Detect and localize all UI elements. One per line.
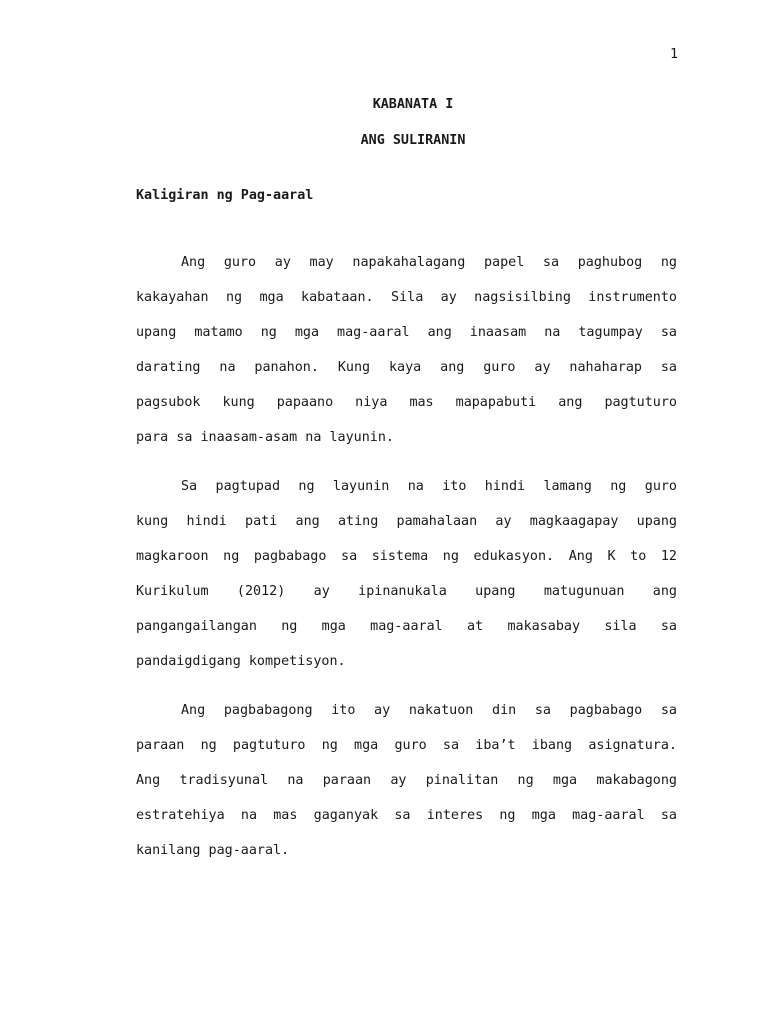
paragraph-line: Ang tradisyunal na paraan ay pinalitan ng mga makabagong (136, 773, 677, 788)
paragraph-line: pagsubok kung papaano niya mas mapapabuti ang pagtuturo (136, 395, 677, 410)
paragraph-line: estratehiya na mas gaganyak sa interes ng mga mag-aaral sa (136, 808, 677, 823)
paragraph-line: para sa inaasam-asam na layunin. (136, 430, 394, 445)
paragraph-line: pangangailangan ng mga mag-aaral at makasabay sila sa (136, 619, 677, 634)
paragraph-line: Kurikulum (2012) ay ipinanukala upang matugunuan ang (136, 584, 677, 599)
page-number: 1 (669, 47, 678, 62)
paragraph-line: kanilang pag-aaral. (136, 843, 290, 858)
paragraph-line: darating na panahon. Kung kaya ang guro ay nahaharap sa (136, 360, 677, 375)
paragraph-2 (136, 469, 677, 679)
paragraph-3 (136, 693, 677, 868)
paragraph-line: Ang pagbabagong ito ay nakatuon din sa pagbabago sa (181, 703, 677, 718)
paragraph-line: pandaigdigang kompetisyon. (136, 654, 346, 669)
paragraph-line: kung hindi pati ang ating pamahalaan ay magkaagapay upang (136, 514, 677, 529)
paragraph-line: Sa pagtupad ng layunin na ito hindi lamang ng guro (181, 479, 677, 494)
chapter-heading: KABANATA I (372, 97, 454, 112)
paragraph-line: upang matamo ng mga mag-aaral ang inaasam na tagumpay sa (136, 325, 677, 340)
chapter-title: ANG SULIRANIN (360, 133, 466, 148)
section-heading: Kaligiran ng Pag-aaral (136, 188, 314, 203)
paragraph-line: magkaroon ng pagbabago sa sistema ng edukasyon. Ang K to 12 (136, 549, 677, 564)
paragraph-1 (136, 245, 677, 455)
paragraph-line: Ang guro ay may napakahalagang papel sa paghubog ng (181, 255, 677, 270)
paragraph-line: kakayahan ng mga kabataan. Sila ay nagsisilbing instrumento (136, 290, 677, 305)
paragraph-line: paraan ng pagtuturo ng mga guro sa iba’t ibang asignatura. (136, 738, 677, 753)
